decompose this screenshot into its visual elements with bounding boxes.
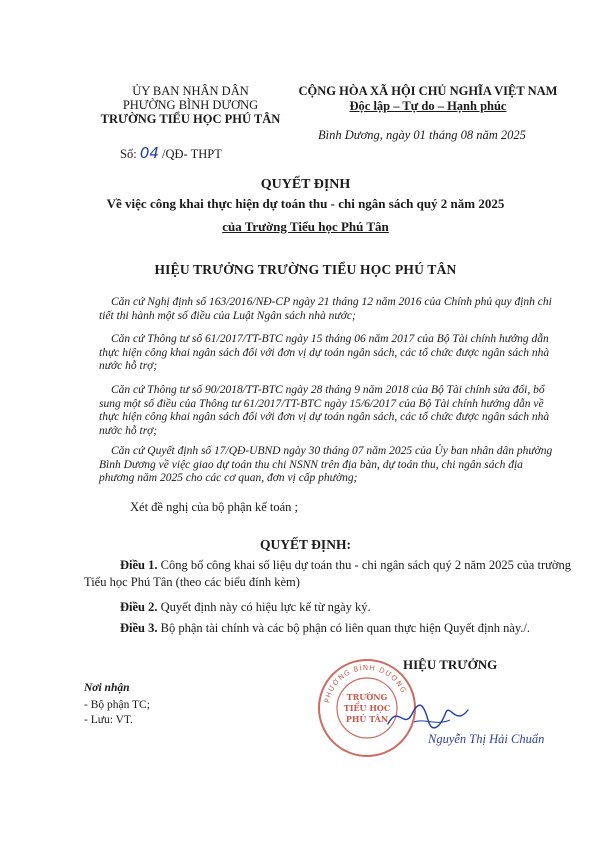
national-motto: [283, 84, 573, 114]
authority-heading: HIỆU TRƯỞNG TRƯỜNG TIỂU HỌC PHÚ TÂN: [154, 262, 457, 277]
document-title: QUYẾT ĐỊNH: [260, 177, 351, 192]
legal-basis-text: Căn cứ Quyết định số 17/QĐ-UBND ngày 30 tháng 07 năm 2025 của Ủy ban nhân dân phường Bình Dương về việc giao dự toán thu chi NSNN trên địa bàn, dự toán thu, chi ngân sách địa phương năm 2025 cho các cơ quan, đơn vị cấp phường;: [99, 445, 553, 484]
article-2: [120, 599, 570, 616]
recipient-item: - Bộ phận TC;: [84, 699, 150, 711]
seal-line-3: PHÚ TÂN: [345, 714, 389, 724]
article-label: Điều 3.: [120, 621, 158, 635]
article-3: [84, 620, 574, 637]
place-date: Bình Dương, ngày 01 tháng 08 năm 2025: [318, 128, 526, 142]
legal-basis-1: [99, 296, 555, 323]
issuing-agency: [98, 84, 283, 126]
subject-line-1: Về việc công khai thực hiện dự toán thu - chi ngân sách quý 2 năm 2025: [106, 196, 505, 211]
handwritten-signature: [384, 700, 472, 734]
signatory-name: Nguyễn Thị Hải Chuẩn: [428, 732, 545, 746]
recipients-heading: Nơi nhận: [84, 682, 130, 694]
subject-line-2-text: của Trường Tiểu học Phú Tân: [222, 219, 389, 234]
doc-number-handwritten: 04: [139, 144, 159, 162]
seal-line-1: TRƯỜNG: [346, 692, 388, 702]
legal-basis-3: [99, 384, 555, 438]
article-text: Quyết định này có hiệu lực kể từ ngày ký.: [157, 600, 371, 614]
agency-line-3: TRƯỜNG TIỂU HỌC PHÚ TÂN: [100, 112, 281, 126]
article-label: Điều 2.: [120, 600, 158, 614]
seal-line-2: TIỂU HỌC: [343, 703, 391, 713]
article-1: [84, 557, 574, 591]
legal-basis-text: Căn cứ Thông tư số 61/2017/TT-BTC ngày 15 tháng 06 năm 2017 của Bộ Tài chính hướng dẫn thực hiện công khai ngân sách đối với đơn vị dự toán ngân sách, các tổ chức được ngân sách nhà nước hỗ trợ;: [99, 333, 550, 372]
legal-basis-4: [99, 445, 555, 486]
recipient-item: - Lưu: VT.: [84, 714, 133, 726]
article-text: Bộ phận tài chính và các bộ phận có liên quan thực hiện Quyết định này./.: [157, 621, 531, 635]
doc-number-suffix: /QĐ- THPT: [162, 147, 222, 161]
legal-basis-text: Căn cứ Thông tư số 90/2018/TT-BTC ngày 28 tháng 9 năm 2018 của Bộ Tài chính sửa đổi, bổ sung một số điều của Thông tư 61/2017/TT-BTC ngày 15/6/2017 của Bộ Tài chính hướng dẫn về thực hiện công khai ngân sách đối với đơn vị dự toán ngân sách, các tổ chức được ngân sách nhà nước hỗ trợ;: [99, 384, 550, 437]
seal-ring-text: PHƯỜNG BÌNH DƯƠNG: [323, 663, 408, 704]
document-number: [120, 144, 222, 162]
subject-line-2: [0, 219, 611, 235]
motto: Độc lập – Tự do – Hạnh phúc: [349, 99, 507, 113]
agency-line-1: ỦY BAN NHÂN DÂN: [132, 84, 249, 98]
nation-name: CỘNG HÒA XÃ HỘI CHỦ NGHĨA VIỆT NAM: [298, 84, 558, 98]
article-label: Điều 1.: [120, 558, 158, 572]
proposal-line: Xét đề nghị của bộ phận kế toán ;: [130, 500, 299, 514]
doc-number-prefix: Số:: [120, 147, 137, 161]
agency-line-2: PHƯỜNG BÌNH DƯƠNG: [122, 98, 259, 112]
decision-heading: QUYẾT ĐỊNH:: [260, 537, 351, 552]
article-text: Công bố công khai số liệu dự toán thu - chi ngân sách quý 2 năm 2025 của trường Tiểu học Phú Tân (theo các biểu đính kèm): [84, 558, 571, 589]
signatory-title: HIỆU TRƯỞNG: [403, 657, 498, 672]
legal-basis-2: [99, 333, 555, 374]
legal-basis-text: Căn cứ Nghị định số 163/2016/NĐ-CP ngày 21 tháng 12 năm 2016 của Chính phủ quy định chi tiết thi hành một số điều của Luật Ngân sách nhà nước;: [99, 296, 552, 322]
